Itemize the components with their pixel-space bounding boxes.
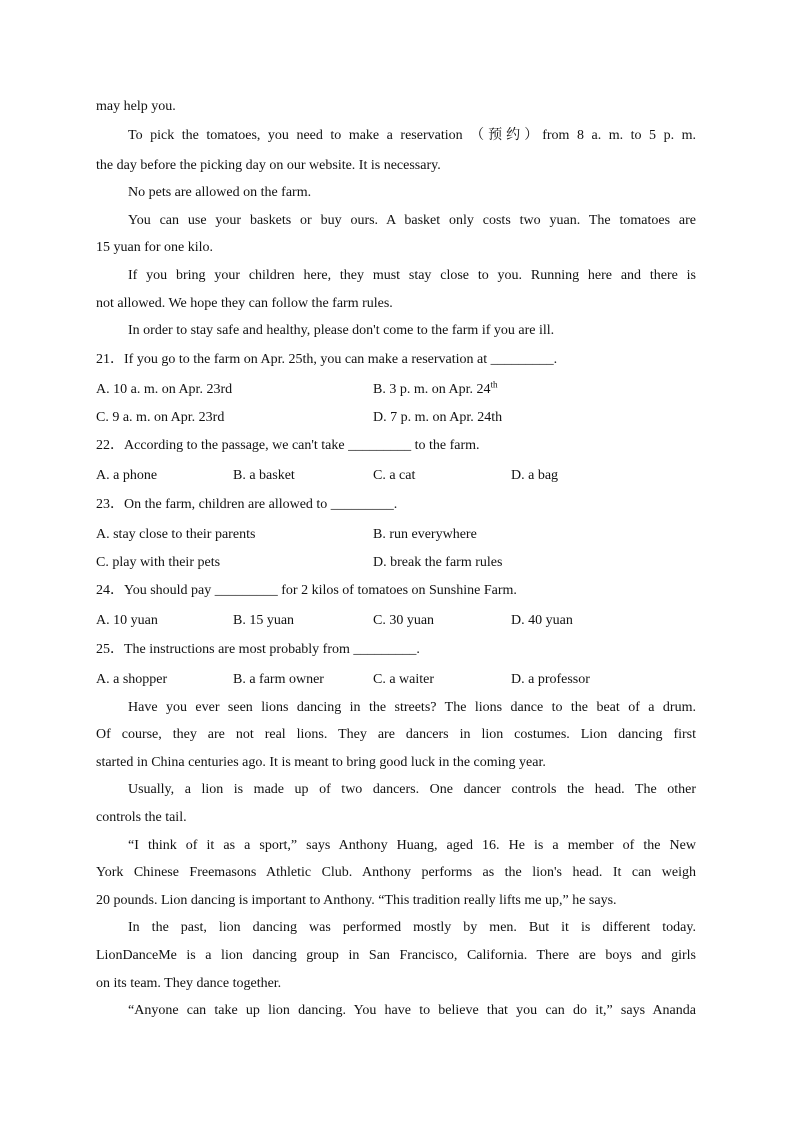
passage2-line-6: “I think of it as a sport,” says Anthony Huang, aged 16. He is a member of the New xyxy=(128,838,696,853)
passage2-line-1: Have you ever seen lions dancing in the streets? The lions dance to the beat of a drum. xyxy=(128,700,696,715)
question-21-option-d: D. 7 p. m. on Apr. 24th xyxy=(373,410,503,425)
passage1-line-7: If you bring your children here, they must stay close to you. Running here and there is xyxy=(128,268,696,283)
question-24-stem: 24．You should pay _________ for 2 kilos of tomatoes on Sunshine Farm. xyxy=(96,583,517,598)
question-23-option-c: C. play with their pets xyxy=(96,555,221,570)
question-22-stem: 22．According to the passage, we can't take _________ to the farm. xyxy=(96,438,480,453)
question-25-stem: 25．The instructions are most probably from _________. xyxy=(96,642,420,657)
question-25-option-b: B. a farm owner xyxy=(233,672,324,687)
passage2-line-9: In the past, lion dancing was performed mostly by men. But it is different today. xyxy=(128,920,696,935)
passage1-line-3: the day before the picking day on our website. It is necessary. xyxy=(96,158,441,173)
question-25-option-d: D. a professor xyxy=(511,672,590,687)
passage1-line-1: may help you. xyxy=(96,99,176,114)
passage2-line-8: 20 pounds. Lion dancing is important to Anthony. “This tradition really lifts me up,” he says. xyxy=(96,893,617,908)
question-22-option-a: A. a phone xyxy=(96,468,158,483)
passage1-line-8: not allowed. We hope they can follow the farm rules. xyxy=(96,296,393,311)
question-23-option-b: B. run everywhere xyxy=(373,527,477,542)
passage2-line-5: controls the tail. xyxy=(96,810,187,825)
passage2-line-12: “Anyone can take up lion dancing. You have to believe that you can do it,” says Ananda xyxy=(128,1003,696,1018)
passage1-line-9: In order to stay safe and healthy, please don't come to the farm if you are ill. xyxy=(128,323,555,338)
passage2-line-3: started in China centuries ago. It is meant to bring good luck in the coming year. xyxy=(96,755,546,770)
question-24-option-b: B. 15 yuan xyxy=(233,613,295,628)
passage2-line-4: Usually, a lion is made up of two dancers. One dancer controls the head. The other xyxy=(128,782,696,797)
passage2-line-7: York Chinese Freemasons Athletic Club. Anthony performs as the lion's head. It can weigh xyxy=(96,865,696,880)
passage2-line-10: LionDanceMe is a lion dancing group in San Francisco, California. There are boys and girls xyxy=(96,948,696,963)
question-23-option-a: A. stay close to their parents xyxy=(96,527,256,542)
question-24-option-a: A. 10 yuan xyxy=(96,613,158,628)
question-24-option-d: D. 40 yuan xyxy=(511,613,573,628)
question-25-option-c: C. a waiter xyxy=(373,672,435,687)
question-21-option-b xyxy=(373,381,497,399)
question-21-option-b-sup: th xyxy=(490,379,498,390)
passage1-line-4: No pets are allowed on the farm. xyxy=(128,185,312,200)
question-21-option-a: A. 10 a. m. on Apr. 23rd xyxy=(96,382,233,397)
question-23-option-d: D. break the farm rules xyxy=(373,555,503,570)
passage2-line-2: Of course, they are not real lions. They are dancers in lion costumes. Lion dancing first xyxy=(96,727,696,742)
passage1-line-2: To pick the tomatoes, you need to make a reservation （预约）from 8 a. m. to 5 p. m. xyxy=(128,128,696,143)
question-21-option-b-text: B. 3 p. m. on Apr. 24 xyxy=(373,382,491,397)
question-23-stem: 23．On the farm, children are allowed to _________. xyxy=(96,497,398,512)
question-25-option-a: A. a shopper xyxy=(96,672,168,687)
question-22-option-c: C. a cat xyxy=(373,468,416,483)
passage1-line-6: 15 yuan for one kilo. xyxy=(96,240,214,255)
passage2-line-11: on its team. They dance together. xyxy=(96,976,282,991)
question-22-option-b: B. a basket xyxy=(233,468,295,483)
passage1-line-5: You can use your baskets or buy ours. A basket only costs two yuan. The tomatoes are xyxy=(128,213,696,228)
question-21-option-c: C. 9 a. m. on Apr. 23rd xyxy=(96,410,225,425)
question-22-option-d: D. a bag xyxy=(511,468,559,483)
question-21-stem: 21．If you go to the farm on Apr. 25th, you can make a reservation at _________. xyxy=(96,352,558,367)
question-24-option-c: C. 30 yuan xyxy=(373,613,435,628)
